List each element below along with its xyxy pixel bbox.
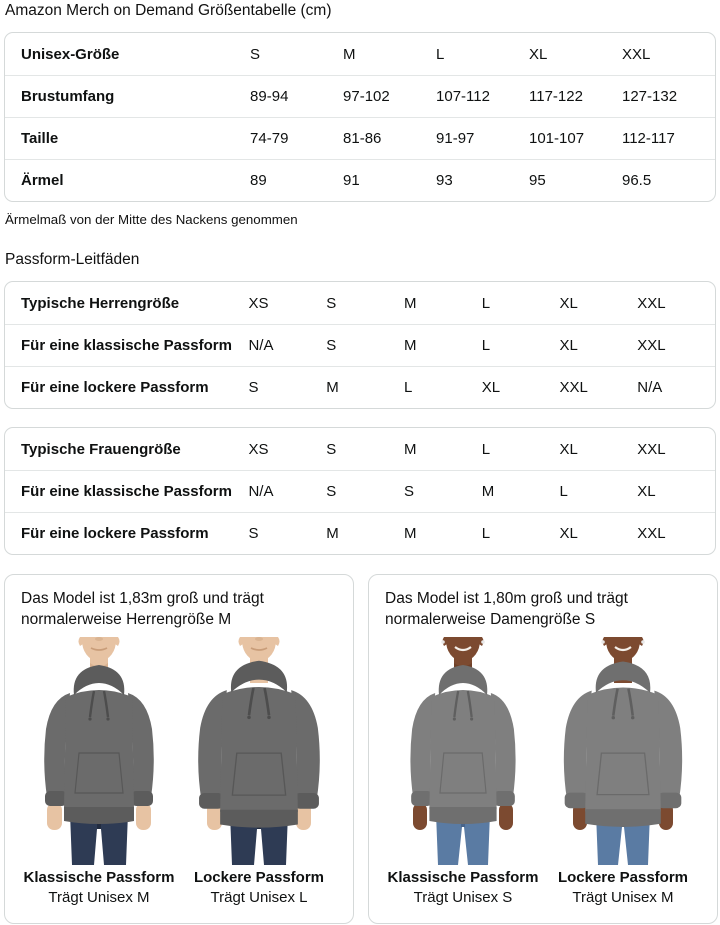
- size-cell: XXL: [637, 440, 666, 458]
- size-cell: XXL: [637, 294, 666, 312]
- size-cell: 127-132: [621, 88, 678, 105]
- size-cell: 95: [529, 172, 546, 189]
- row-label: Unisex-Größe: [21, 45, 120, 63]
- table-row: [5, 159, 715, 201]
- size-cell: XXL: [559, 379, 588, 396]
- sleeve-measure-note: Ärmelmaß von der Mitte des Nackens genommen: [5, 212, 298, 227]
- size-cell: M: [403, 525, 417, 542]
- row-label: Typische Frauengröße: [21, 440, 181, 458]
- classic-fit-figure: [385, 637, 541, 908]
- size-cell: S: [326, 294, 337, 312]
- fit-label: Lockere Passform: [557, 869, 689, 886]
- fit-guides-heading: Passform-Leitfäden: [5, 251, 140, 268]
- row-label: Für eine klassische Passform: [21, 337, 232, 354]
- size-cell: S: [326, 483, 337, 500]
- table-row: [5, 75, 715, 117]
- fit-label: Klassische Passform: [23, 869, 175, 886]
- size-cell: M: [343, 45, 356, 63]
- row-label: Brustumfang: [21, 88, 115, 105]
- row-label: Für eine klassische Passform: [21, 483, 232, 500]
- size-cell: M: [326, 525, 339, 542]
- table-row: [5, 324, 715, 366]
- size-worn-label: Trägt Unisex L: [210, 889, 308, 906]
- hoodie-garment: [564, 662, 682, 827]
- model-description: Das Model ist 1,83m groß und trägt normalerweise Herrengröße M: [21, 590, 264, 628]
- table-row: [5, 512, 715, 554]
- table-row: [5, 428, 715, 470]
- table-row: [5, 282, 715, 324]
- size-cell: 74-79: [250, 130, 289, 147]
- mens-model-card: [4, 574, 354, 924]
- size-cell: S: [250, 45, 261, 63]
- womens-fit-table: [4, 427, 716, 555]
- size-cell: 93: [436, 172, 453, 189]
- size-cell: XL: [559, 337, 578, 354]
- row-label: Typische Herrengröße: [21, 294, 180, 312]
- hoodie-garment: [410, 665, 515, 824]
- size-cell: S: [403, 483, 414, 500]
- loose-fit-figure: [545, 637, 701, 908]
- size-cell: XL: [559, 525, 578, 542]
- size-cell: 112-117: [621, 130, 675, 147]
- size-cell: 91-97: [436, 130, 475, 147]
- loose-fit-figure: [181, 637, 337, 908]
- hoodie-garment: [198, 661, 320, 828]
- model-photo-womens-loose-fit: [547, 637, 699, 865]
- size-worn-label: Trägt Unisex S: [413, 889, 513, 906]
- size-cell: M: [481, 483, 495, 500]
- size-cell: 107-112: [436, 88, 490, 105]
- size-cell: 101-107: [529, 130, 585, 147]
- size-cell: XL: [529, 45, 548, 63]
- row-label: Taille: [21, 130, 59, 147]
- size-cell: M: [403, 440, 417, 458]
- size-worn-label: Trägt Unisex M: [572, 889, 674, 906]
- size-cell: 117-122: [529, 88, 583, 105]
- size-cell: N/A: [248, 483, 274, 500]
- size-cell: M: [326, 379, 339, 396]
- model-cards-section: [4, 574, 716, 924]
- size-cell: L: [436, 45, 445, 63]
- model-figures: [385, 637, 701, 908]
- model-photo-mens-loose-fit: [183, 637, 335, 865]
- size-worn-label: Trägt Unisex M: [48, 889, 150, 906]
- page-title: Amazon Merch on Demand Größentabelle (cm): [5, 2, 332, 19]
- size-cell: L: [403, 379, 413, 396]
- size-cell: M: [403, 294, 417, 312]
- size-cell: L: [481, 294, 491, 312]
- size-cell: 91: [343, 172, 360, 189]
- size-cell: L: [481, 337, 491, 354]
- classic-fit-figure: [21, 637, 177, 908]
- size-cell: 96.5: [621, 172, 652, 189]
- table-row: [5, 33, 715, 75]
- hoodie-garment: [44, 665, 154, 824]
- size-cell: XL: [559, 440, 578, 458]
- model-figures: [21, 637, 337, 908]
- size-cell: XXL: [621, 45, 651, 63]
- table-row: [5, 470, 715, 512]
- size-cell: XL: [559, 294, 578, 312]
- unisex-size-table: [4, 32, 716, 202]
- model-description: Das Model ist 1,80m groß und trägt normalerweise Damengröße S: [385, 590, 628, 628]
- size-cell: L: [559, 483, 568, 500]
- size-cell: L: [481, 525, 491, 542]
- size-cell: 89: [250, 172, 267, 189]
- womens-model-card: [368, 574, 718, 924]
- size-cell: S: [326, 440, 337, 458]
- table-row: [5, 366, 715, 408]
- model-photo-mens-classic-fit: [23, 637, 175, 865]
- mens-fit-table: [4, 281, 716, 409]
- model-photo-womens-classic-fit: [387, 637, 539, 865]
- size-cell: XS: [248, 294, 269, 312]
- size-cell: 97-102: [343, 88, 390, 105]
- size-cell: L: [481, 440, 491, 458]
- size-cell: XXL: [637, 337, 666, 354]
- size-cell: M: [403, 337, 417, 354]
- size-cell: 89-94: [250, 88, 289, 105]
- fit-label: Klassische Passform: [387, 869, 539, 886]
- size-cell: N/A: [637, 379, 663, 396]
- size-cell: S: [326, 337, 337, 354]
- size-cell: XL: [637, 483, 656, 500]
- size-cell: XS: [248, 440, 269, 458]
- table-row: [5, 117, 715, 159]
- size-cell: S: [248, 379, 259, 396]
- size-cell: XL: [481, 379, 501, 396]
- size-cell: S: [248, 525, 259, 542]
- size-cell: XXL: [637, 525, 666, 542]
- size-cell: 81-86: [343, 130, 382, 147]
- size-cell: N/A: [248, 337, 274, 354]
- row-label: Für eine lockere Passform: [21, 525, 209, 542]
- row-label: Für eine lockere Passform: [21, 379, 209, 396]
- fit-label: Lockere Passform: [193, 869, 325, 886]
- row-label: Ärmel: [21, 172, 64, 189]
